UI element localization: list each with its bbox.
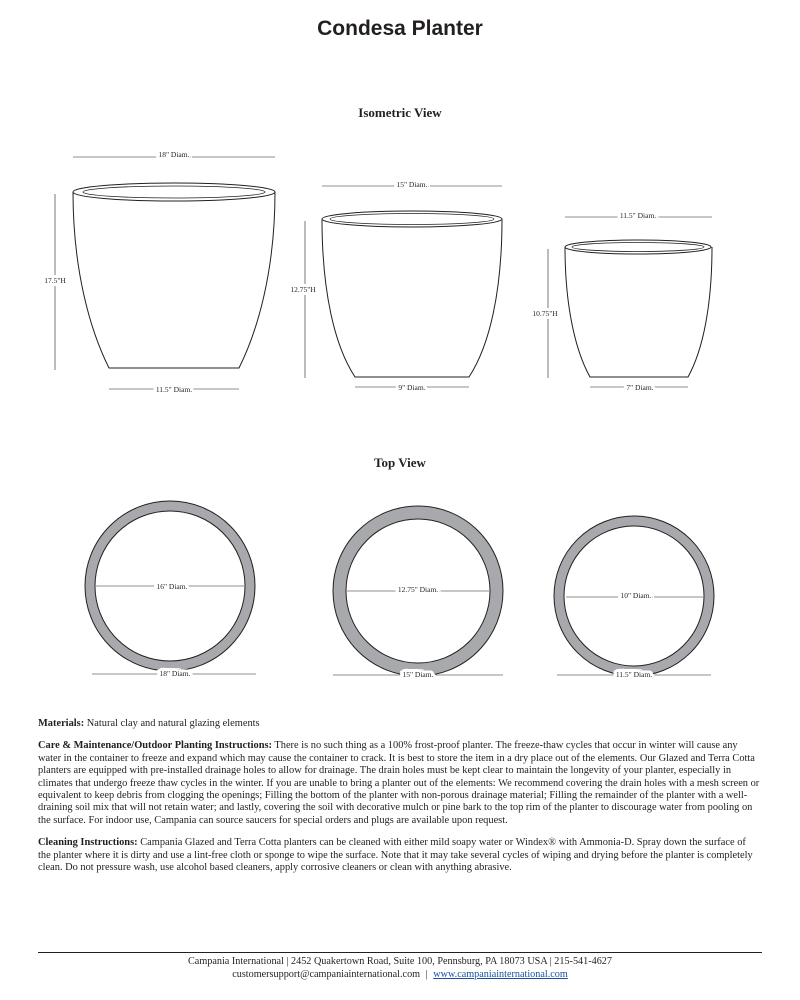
footer-email[interactable]: customersupport@campaniainternational.com [232, 968, 421, 980]
isometric-planter-small [532, 211, 712, 392]
footer-contact-line [0, 969, 800, 982]
isometric-view-heading: Isometric View [358, 105, 442, 120]
base-diameter-label: 11.5" Diam. [155, 385, 193, 394]
planter-body-outline [322, 219, 502, 377]
outer-diameter-label: 15" Diam. [402, 670, 434, 679]
top-diameter-label: 18" Diam. [158, 150, 190, 159]
cleaning-label: Cleaning Instructions: [38, 837, 138, 849]
top-view-heading: Top View [374, 455, 426, 470]
height-label: 17.5"H [44, 276, 66, 285]
materials-text: Natural clay and natural glazing elements [86, 718, 260, 729]
top-diameter-label: 11.5" Diam. [619, 211, 657, 220]
outer-diameter-label: 11.5" Diam. [615, 670, 653, 679]
isometric-planter-large [44, 150, 275, 394]
cleaning-paragraph [38, 837, 760, 874]
top-diameter-label: 15" Diam. [396, 180, 428, 189]
document-title: Condesa Planter [317, 17, 483, 40]
footer [0, 956, 800, 981]
base-diameter-label: 7" Diam. [626, 383, 654, 392]
footer-separator: | [425, 968, 428, 980]
inner-diameter-label: 12.75" Diam. [397, 585, 439, 594]
planter-body-outline [565, 247, 712, 377]
materials-label: Materials: [38, 718, 85, 729]
footer-divider [38, 952, 762, 953]
materials-paragraph [38, 718, 760, 730]
inner-diameter-label: 10" Diam. [620, 591, 652, 600]
care-text: There is no such thing as a 100% frost-proof planter. The freeze-thaw cycles that occur in winter will cause any water in the container to freeze and expand which may cause the container to crack. It is best to store the item in a dry place out of the elements. Our Glazed and Terra Cotta planters are equipped with pre-installed drainage holes to allow for drainage. The drain holes must be kept clear to maintain the longevity of your planter, especially in climates that undergo freeze thaw cycles in the winter. If you are unable to bring a planter out of the elements: We recommend covering the drain holes with a mesh screen or equivalent to keep debris from clogging the openings; Filling the bottom of the planter with non-porous drainage material; Filling the remainder of the planter with a well-draining soil mix that will not retain water; and lastly, covering the soil with decorative mulch or pine bark to the top rim of the planter to discourage water from pooling on the surface. For indoor use, Campania can source saucers for special orders and plugs are available upon request. [38, 740, 760, 826]
base-diameter-label: 9" Diam. [398, 383, 426, 392]
isometric-planter-medium [290, 180, 502, 392]
inner-diameter-label: 16" Diam. [156, 582, 188, 591]
height-label: 12.75"H [290, 285, 316, 294]
care-label: Care & Maintenance/Outdoor Planting Instructions: [38, 740, 272, 752]
cleaning-text: Campania Glazed and Terra Cotta planters can be cleaned with either mild soapy water or Windex® with Ammonia-D. Spray down the surface of the planter where it is dirty and use a lint-free cloth or sponge to wipe the surface. Note that it may take several cycles of wiping and drying before the planter is completely clean. Do not pressure wash, use alcohol based cleaners, apply corrosive cleaners or clean with anything abrasive. [38, 837, 753, 874]
top-view-planter-large [85, 501, 256, 678]
top-view-planter-small [554, 516, 714, 679]
top-view-planter-medium [333, 506, 503, 679]
footer-website-link[interactable]: www.campaniainternational.com [433, 968, 568, 980]
planter-body-outline [73, 192, 275, 368]
care-paragraph [38, 740, 760, 827]
outer-diameter-label: 18" Diam. [159, 669, 191, 678]
footer-address-line: Campania International | 2452 Quakertown Road, Suite 100, Pennsburg, PA 18073 USA | 215-541-4627 [188, 956, 612, 967]
product-notes [38, 718, 760, 884]
height-label: 10.75"H [532, 309, 558, 318]
